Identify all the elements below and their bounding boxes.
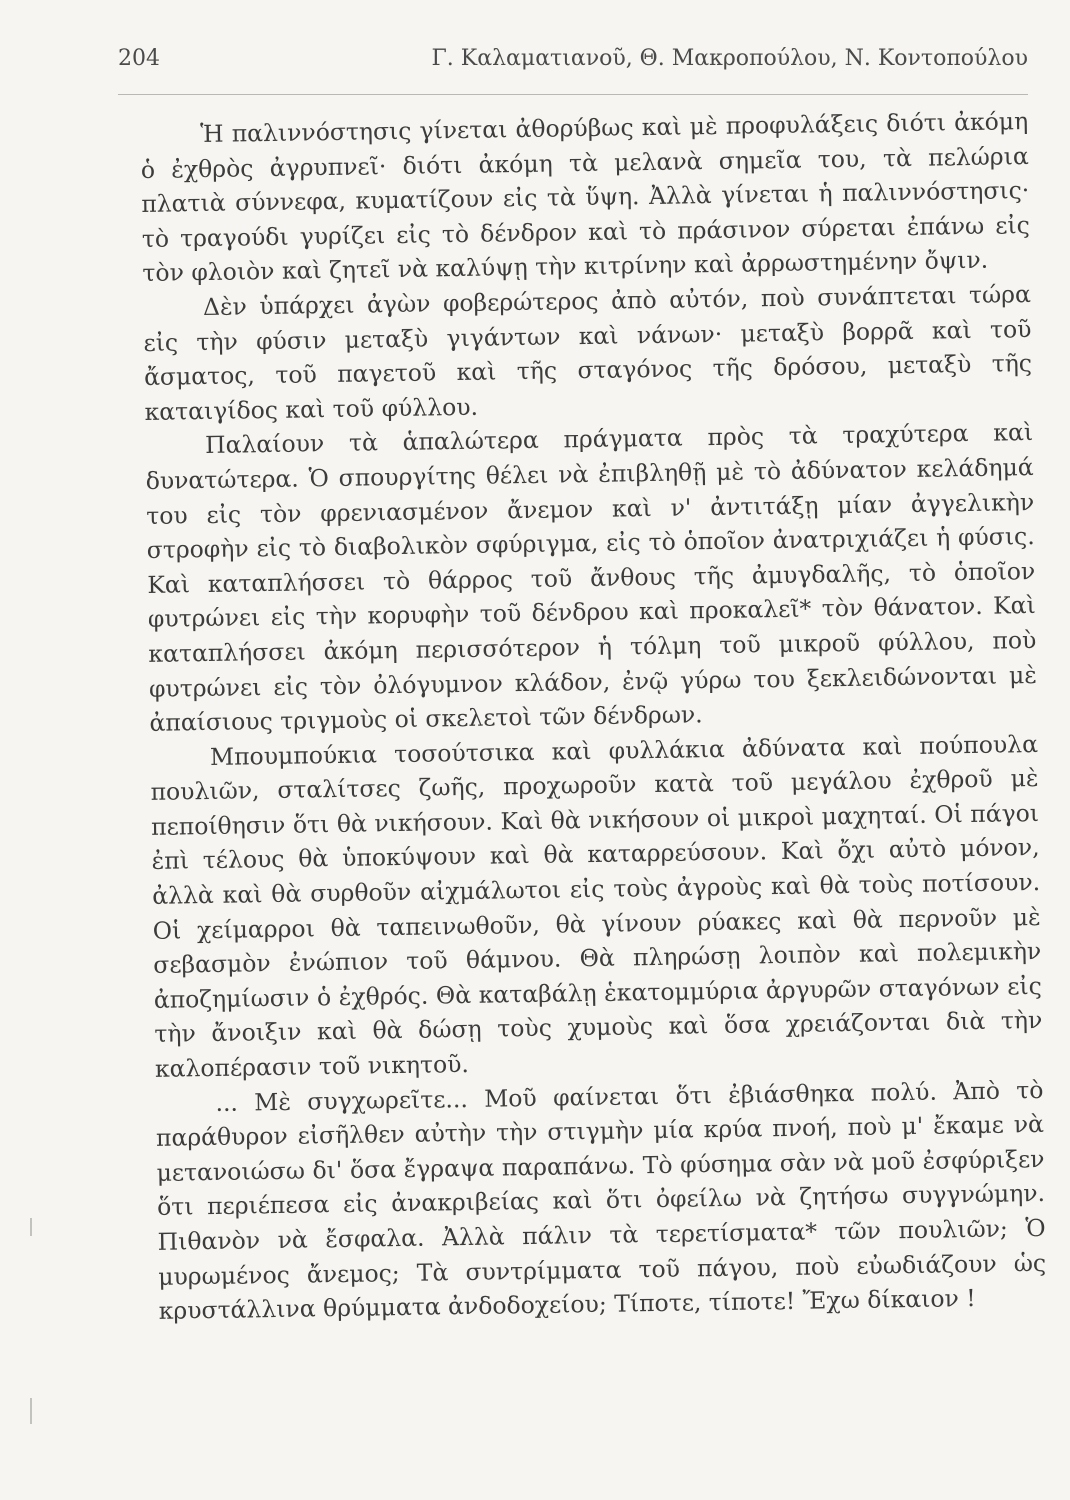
paragraph: Παλαίουν τὰ ἁπαλώτερα πράγματα πρὸς τὰ τραχύτερα καὶ δυνατώτερα. Ὁ σπουργίτης θέλει νὰ ἐπιβληθῇ μὲ τὸ ἀδύνατον κελάδημά του εἰς τὸν φρενιασμένον ἄνεμον καὶ ν' ἀντιτάξῃ μίαν ἀγγελικὴν στροφὴν εἰς τὸ διαβολικὸν σφύριγμα, εἰς τὸ ὁποῖον ἀνατριχιάζει ἡ φύσις. Καὶ καταπλήσσει τὸ θάρρος τοῦ ἄνθους τῆς ἀμυγδαλῆς, τὸ ὁποῖον φυτρώνει εἰς τὴν κορυφὴν τοῦ δένδρου καὶ προκαλεῖ* τὸν θάνατον. Καὶ καταπλήσσει ἀκόμη περισσότερον ἡ τόλμη τοῦ μικροῦ φύλλου, ποὺ φυτρώνει εἰς τὸν ὀλόγυμνον κλάδον, ἐνῷ γύρω του ξεκλειδώνονται μὲ ἀπαίσιους τριγμοὺς οἱ σκελετοὶ τῶν δένδρων. (145, 418, 1038, 738)
paragraph: ... Μὲ συγχωρεῖτε... Μοῦ φαίνεται ὅτι ἐβιάσθηκα πολύ. Ἀπὸ τὸ παράθυρον εἰσῆλθεν αὐτὴν τὴν στιγμὴν μία κρύα πνοή, ποὺ μ' ἔκαμε νὰ μετανοιώσω δι' ὅσα ἔγραψα παραπάνω. Τὸ φύσημα σὰν νὰ μοῦ ἐσφύριξεν ὅτι περιέπεσα εἰς ἀνακριβείας καὶ ὅτι ὀφείλω νὰ ζητήσω συγγνώμην. Πιθανὸν νὰ ἔσφαλα. Ἀλλὰ πάλιν τὰ τερετίσματα* τῶν πουλιῶν; Ὁ μυρωμένος ἄνεμος; Τὰ συντρίμματα τοῦ πάγου, ποὺ εὐωδιάζουν ὡς κρυστάλλινα θρύμματα ἀνδοδοχείου; Τίποτε, τίποτε! Ἔχω δίκαιον ! (155, 1075, 1047, 1326)
paragraph: Μπουμπούκια τοσούτσικα καὶ φυλλάκια ἀδύνατα καὶ πούπουλα πουλιῶν, σταλίτσες ζωῆς, προχωροῦν κατὰ τοῦ μεγάλου ἐχθροῦ μὲ πεποίθησιν ὅτι θὰ νικήσουν. Καὶ θὰ νικήσουν οἱ μικροὶ μαχηταί. Οἱ πάγοι ἐπὶ τέλους θὰ ὑποκύψουν καὶ θὰ καταρρεύσουν. Καὶ ὄχι αὐτὸ μόνον, ἀλλὰ καὶ θὰ συρθοῦν αἰχμάλωτοι εἰς τοὺς ἀγροὺς καὶ θὰ τοὺς ποτίσουν. Οἱ χείμαρροι θὰ ταπεινωθοῦν, θὰ γίνουν ρύακες καὶ θὰ περνοῦν μὲ σεβασμὸν ἐνώπιον τοῦ θάμνου. Θὰ πληρώσῃ λοιπὸν καὶ πολεμικὴν ἀποζημίωσιν ὁ ἐχθρός. Θὰ καταβάλῃ ἑκατομμύρια ἀργυρῶν σταγόνων εἰς τὴν ἄνοιξιν καὶ θὰ δώσῃ τοὺς χυμοὺς καὶ ὅσα χρειάζονται διὰ τὴν καλοπέρασιν τοῦ νικητοῦ. (150, 729, 1043, 1083)
running-title: Γ. Καλαματιανοῦ, Θ. Μακροπούλου, Ν. Κοντοπούλου (431, 46, 1028, 71)
page-number: 204 (118, 46, 160, 71)
paragraph: Δὲν ὑπάρχει ἀγὼν φοβερώτερος ἀπὸ αὐτόν, ποὺ συνάπτεται τώρα εἰς τὴν φύσιν μεταξὺ γιγάντων καὶ νάνων· μεταξὺ βορρᾶ καὶ τοῦ ἄσματος, τοῦ παγετοῦ καὶ τῆς σταγόνος τῆς δρόσου, μεταξὺ τῆς καταιγίδος καὶ τοῦ φύλλου. (143, 279, 1033, 426)
margin-mark (30, 1398, 32, 1424)
body-text (140, 104, 1047, 1329)
margin-mark (30, 1218, 32, 1236)
paragraph: Ἡ παλιννόστησις γίνεται ἀθορύβως καὶ μὲ προφυλάξεις διότι ἀκόμη ὁ ἐχθρὸς ἀγρυπνεῖ· διότι ἀκόμη τὰ μελανὰ σημεῖα του, τὰ πελώρια πλατιὰ σύννεφα, κυματίζουν εἰς τὰ ὕψη. Ἀλλὰ γίνεται ἡ παλιννόστησις· τὸ τραγούδι γυρίζει εἰς τὸ δένδρον καὶ τὸ πράσινον σύρεται ἐπάνω εἰς τὸν φλοιὸν καὶ ζητεῖ νὰ καλύψῃ τὴν κιτρίνην καὶ ἀρρωστημένην ὄψιν. (140, 107, 1031, 288)
header-rule (118, 94, 1028, 95)
running-header (118, 46, 1028, 71)
